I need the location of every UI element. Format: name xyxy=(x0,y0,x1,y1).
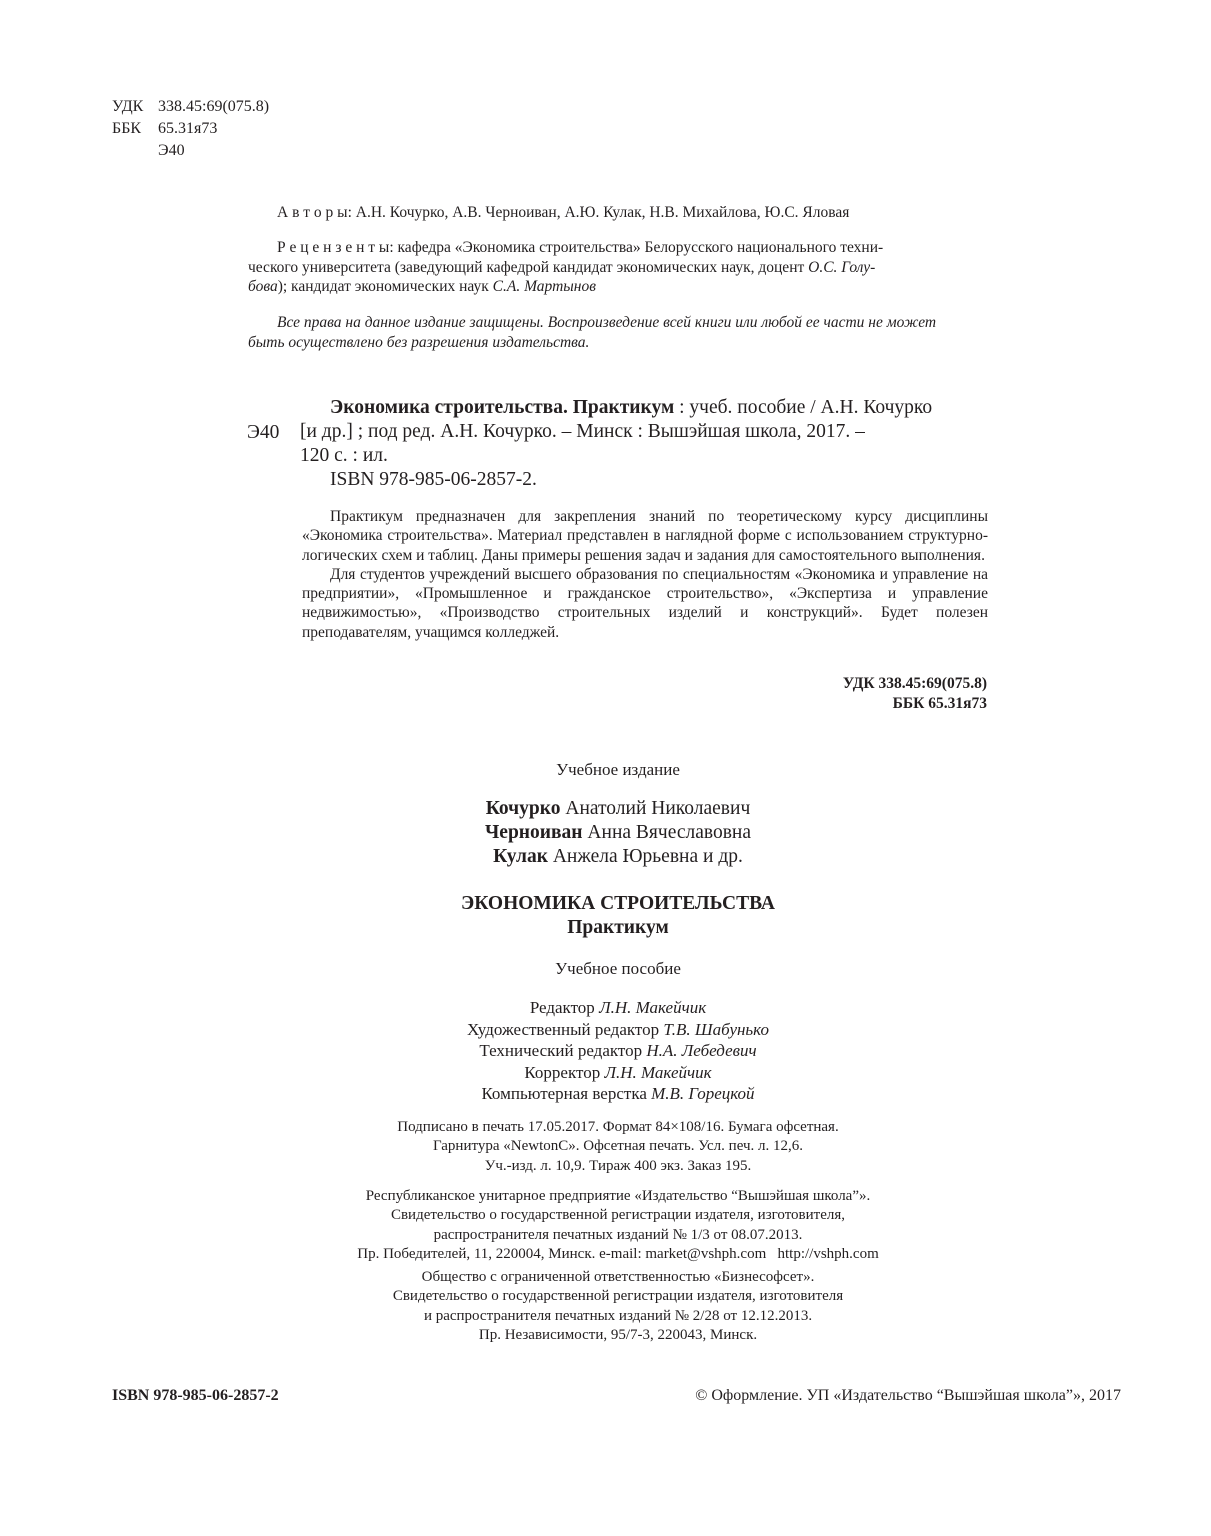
reviewers-line1: кафедра «Экономика строительства» Белорусского национального техни- xyxy=(397,239,884,256)
author-surname: Кочурко xyxy=(485,798,561,819)
book-title-block xyxy=(318,892,918,940)
staff-name: М.В. Горецкой xyxy=(651,1084,755,1103)
footer-copyright: © Оформление. УП «Издательство “Вышэйшая школа”», 2017 xyxy=(695,1387,1121,1404)
staff-item xyxy=(318,997,918,1019)
rights-line1: Все права на данное издание защищены. Воспроизведение всей книги или любой ее части не может xyxy=(277,314,937,331)
author-full-2 xyxy=(318,821,918,845)
annotation-p1: Практикум предназначен для закрепления знаний по теоретическому курсу дисциплины «Экономика строительства». Материал представлен в наглядной форме с использованием структурно-логических схем и таблиц. Даны примеры решения задач и задания для самостоятельного выполнения. xyxy=(302,508,988,564)
reviewer-name-1b: бова xyxy=(248,278,278,295)
publisher-info-line: Свидетельство о государственной регистрации издателя, изготовителя, xyxy=(390,1207,846,1224)
publisher-info-line: Пр. Победителей, 11, 220004, Минск. e-mail: market@vshph.com http://vshph.com xyxy=(357,1245,879,1262)
authors-line xyxy=(277,203,997,223)
author-surname: Кулак xyxy=(493,846,548,867)
staff-role: Художественный редактор xyxy=(467,1019,664,1039)
edition-type: Учебное издание xyxy=(556,760,680,779)
book-title: ЭКОНОМИКА СТРОИТЕЛЬСТВА xyxy=(461,893,775,914)
staff-item xyxy=(318,1019,918,1041)
staff-item xyxy=(318,1040,918,1062)
biblio-line1: : учеб. пособие / А.Н. Кочурко xyxy=(674,397,933,418)
reviewer-name-1a: О.С. Голу- xyxy=(808,258,876,276)
udk-value: 338.45:69(075.8) xyxy=(158,98,270,115)
print-info-line: Уч.-изд. л. 10,9. Тираж 400 экз. Заказ 195. xyxy=(484,1157,752,1174)
staff-item xyxy=(318,1083,918,1105)
author-given: Анжела Юрьевна и др. xyxy=(547,846,743,867)
bibliographic-record xyxy=(300,396,933,492)
right-codes xyxy=(843,674,987,714)
biblio-title: Экономика строительства. Практикум xyxy=(330,397,675,418)
reviewers-line3: ); кандидат экономических наук xyxy=(277,278,489,295)
rights-notice xyxy=(248,313,1008,352)
author-given: Анатолий Николаевич xyxy=(560,798,751,819)
author-full-3 xyxy=(318,845,918,869)
printer-info xyxy=(318,1268,918,1345)
printer-info-line: Свидетельство о государственной регистрации издателя, изготовителя xyxy=(392,1288,844,1305)
staff-name: Л.Н. Макейчик xyxy=(599,998,707,1017)
print-info-line: Гарнитура «NewtonC». Офсетная печать. Усл. печ. л. 12,6. xyxy=(432,1138,804,1155)
reviewers-label: Р е ц е н з е н т ы: xyxy=(277,239,394,256)
reviewer-name-2: С.А. Мартынов xyxy=(492,278,596,295)
printer-info-line: Общество с ограниченной ответственностью «Бизнесофсет». xyxy=(421,1269,815,1285)
printer-info-line: и распространителя печатных изданий № 2/28 от 12.12.2013. xyxy=(423,1307,813,1324)
biblio-isbn: ISBN 978-985-06-2857-2. xyxy=(330,469,537,490)
staff-name: Т.В. Шабунько xyxy=(663,1019,769,1039)
print-info xyxy=(318,1118,918,1176)
staff-name: Л.Н. Макейчик xyxy=(604,1062,712,1082)
reviewers-line2: ческого университета (заведующий кафедрой кандидат экономических наук, доцент xyxy=(248,258,805,276)
book-type: Учебное пособие xyxy=(555,959,681,978)
authors-label: А в т о р ы: xyxy=(277,204,352,221)
bbk-value: 65.31я73 xyxy=(158,120,218,137)
staff-role: Корректор xyxy=(524,1062,605,1082)
printer-info-line: Пр. Независимости, 95/7-3, 220043, Минск. xyxy=(478,1326,758,1343)
reviewers-block xyxy=(248,238,1008,297)
publisher-info-line: Республиканское унитарное предприятие «Издательство “Вышэйшая школа”». xyxy=(365,1188,871,1204)
publisher-info xyxy=(318,1187,918,1264)
bbk-label: ББК xyxy=(112,120,142,137)
author-full-1 xyxy=(318,797,918,821)
staff-role: Компьютерная верстка xyxy=(481,1084,652,1103)
publisher-info-line: распространителя печатных изданий № 1/3 от 08.07.2013. xyxy=(433,1226,803,1243)
staff-name: Н.А. Лебедевич xyxy=(646,1041,757,1060)
author-mark-code: Э40 xyxy=(158,142,185,159)
right-bbk: ББК 65.31я73 xyxy=(892,695,987,712)
author-given: Анна Вячеславовна xyxy=(582,822,751,843)
staff-role: Технический редактор xyxy=(479,1041,647,1060)
biblio-author-mark: Э40 xyxy=(247,422,280,443)
authors-full xyxy=(318,797,918,869)
udk-label: УДК xyxy=(112,98,144,115)
biblio-line3: 120 с. : ил. xyxy=(300,445,388,466)
book-subtitle: Практикум xyxy=(567,917,669,938)
rights-line2: быть осуществлено без разрешения издательства. xyxy=(248,333,590,351)
staff-role: Редактор xyxy=(529,998,600,1017)
print-info-line: Подписано в печать 17.05.2017. Формат 84×108/16. Бумага офсетная. xyxy=(397,1119,839,1135)
biblio-line2: [и др.] ; под ред. А.Н. Кочурко. – Минск : Вышэйшая школа, 2017. – xyxy=(300,421,865,442)
classification-codes xyxy=(112,96,269,162)
author-surname: Черноиван xyxy=(484,822,583,843)
right-udk: УДК 338.45:69(075.8) xyxy=(842,675,987,692)
annotation xyxy=(302,507,988,642)
authors-names: А.Н. Кочурко, А.В. Черноиван, А.Ю. Кулак, Н.В. Михайлова, Ю.С. Яловая xyxy=(355,204,850,221)
staff-item xyxy=(318,1062,918,1084)
footer-isbn: ISBN 978-985-06-2857-2 xyxy=(112,1387,279,1404)
staff-list xyxy=(318,997,918,1105)
annotation-p2: Для студентов учреждений высшего образования по специальностям «Экономика и управление на предприятии», «Промышленное и гражданское строительство», «Экспертиза и управление недвижимостью», «Производство строительных изделий и конструкций». Будет полезен преподавателям, учащимся колледжей. xyxy=(302,565,988,641)
